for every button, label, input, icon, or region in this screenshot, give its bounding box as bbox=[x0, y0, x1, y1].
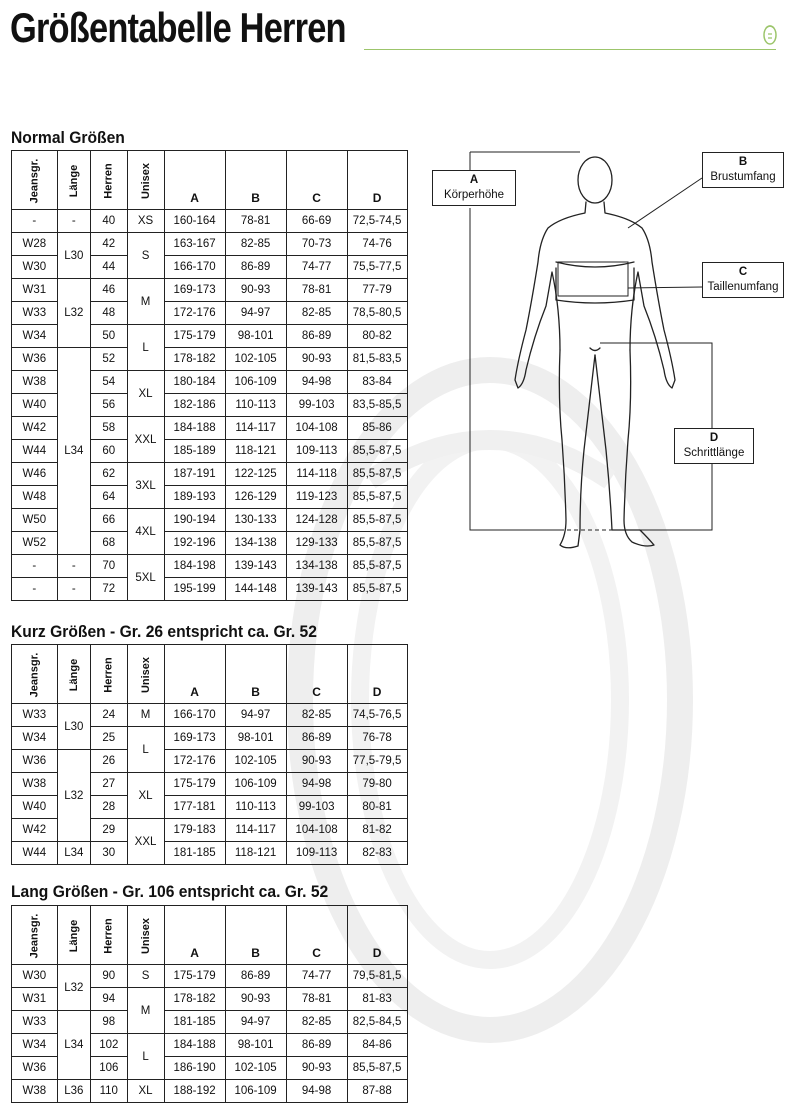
cell-laenge: - bbox=[57, 210, 90, 233]
cell-b: 98-101 bbox=[225, 727, 286, 750]
cell-jeans: W34 bbox=[12, 1034, 58, 1057]
cell-a: 172-176 bbox=[164, 302, 225, 325]
cell-a: 166-170 bbox=[164, 704, 225, 727]
cell-a: 169-173 bbox=[164, 279, 225, 302]
cell-herren: 42 bbox=[91, 233, 127, 256]
table-row bbox=[12, 1080, 408, 1103]
cell-a: 188-192 bbox=[164, 1080, 225, 1103]
cell-d: 83-84 bbox=[347, 371, 407, 394]
cell-herren: 58 bbox=[91, 417, 127, 440]
cell-c: 94-98 bbox=[286, 773, 347, 796]
cell-a: 184-198 bbox=[164, 555, 225, 578]
table-row bbox=[12, 348, 408, 371]
cell-b: 78-81 bbox=[225, 210, 286, 233]
cell-d: 80-82 bbox=[347, 325, 407, 348]
cell-a: 184-188 bbox=[164, 1034, 225, 1057]
cell-jeans: W34 bbox=[12, 325, 58, 348]
cell-c: 124-128 bbox=[286, 509, 347, 532]
cell-b: 94-97 bbox=[225, 704, 286, 727]
cell-herren: 30 bbox=[91, 842, 127, 865]
cell-b: 106-109 bbox=[225, 371, 286, 394]
table-row bbox=[12, 279, 408, 302]
cell-jeans: W33 bbox=[12, 704, 58, 727]
cell-b: 94-97 bbox=[225, 302, 286, 325]
cell-jeans: W28 bbox=[12, 233, 58, 256]
label-koerperhoehe: A Körperhöhe bbox=[432, 170, 516, 206]
cell-jeans: W36 bbox=[12, 348, 58, 371]
cell-herren: 26 bbox=[91, 750, 127, 773]
cell-a: 187-191 bbox=[164, 463, 225, 486]
cell-d: 80-81 bbox=[347, 796, 407, 819]
cell-unisex: 3XL bbox=[127, 463, 164, 509]
cell-d: 81-83 bbox=[347, 988, 407, 1011]
header-unisex: Unisex bbox=[127, 906, 164, 965]
header-c: C bbox=[286, 906, 347, 965]
header-c: C bbox=[286, 645, 347, 704]
cell-jeans: W33 bbox=[12, 302, 58, 325]
page-title: Größentabelle Herren bbox=[10, 4, 346, 51]
size-table-normal bbox=[11, 150, 408, 601]
cell-herren: 98 bbox=[91, 1011, 127, 1034]
cell-herren: 110 bbox=[91, 1080, 127, 1103]
cell-jeans: W42 bbox=[12, 417, 58, 440]
cell-c: 82-85 bbox=[286, 1011, 347, 1034]
header-laenge: Länge bbox=[57, 906, 90, 965]
cell-herren: 24 bbox=[91, 704, 127, 727]
cell-c: 119-123 bbox=[286, 486, 347, 509]
cell-d: 77-79 bbox=[347, 279, 407, 302]
cell-d: 82,5-84,5 bbox=[347, 1011, 407, 1034]
cell-c: 104-108 bbox=[286, 417, 347, 440]
cell-d: 78,5-80,5 bbox=[347, 302, 407, 325]
cell-unisex: M bbox=[127, 279, 164, 325]
cell-jeans: W38 bbox=[12, 773, 58, 796]
cell-b: 118-121 bbox=[225, 440, 286, 463]
table-row bbox=[12, 210, 408, 233]
cell-b: 118-121 bbox=[225, 842, 286, 865]
cell-unisex: XS bbox=[127, 210, 164, 233]
cell-herren: 46 bbox=[91, 279, 127, 302]
cell-herren: 70 bbox=[91, 555, 127, 578]
size-table-lang bbox=[11, 905, 408, 1103]
title-underline bbox=[364, 49, 776, 50]
header-d: D bbox=[347, 645, 407, 704]
cell-b: 102-105 bbox=[225, 348, 286, 371]
cell-b: 98-101 bbox=[225, 325, 286, 348]
cell-herren: 90 bbox=[91, 965, 127, 988]
label-schrittlaenge: D Schrittlänge bbox=[674, 428, 754, 464]
cell-c: 90-93 bbox=[286, 1057, 347, 1080]
cell-b: 82-85 bbox=[225, 233, 286, 256]
cell-d: 85,5-87,5 bbox=[347, 463, 407, 486]
cell-c: 99-103 bbox=[286, 796, 347, 819]
header-d: D bbox=[347, 151, 407, 210]
cell-c: 94-98 bbox=[286, 371, 347, 394]
header-herren: Herren bbox=[91, 151, 127, 210]
cell-c: 82-85 bbox=[286, 302, 347, 325]
cell-herren: 56 bbox=[91, 394, 127, 417]
cell-b: 114-117 bbox=[225, 819, 286, 842]
cell-c: 78-81 bbox=[286, 988, 347, 1011]
cell-c: 66-69 bbox=[286, 210, 347, 233]
cell-c: 129-133 bbox=[286, 532, 347, 555]
cell-b: 106-109 bbox=[225, 1080, 286, 1103]
header-a: A bbox=[164, 645, 225, 704]
table-row bbox=[12, 1011, 408, 1034]
cell-herren: 52 bbox=[91, 348, 127, 371]
cell-c: 109-113 bbox=[286, 440, 347, 463]
cell-unisex: L bbox=[127, 1034, 164, 1080]
cell-c: 78-81 bbox=[286, 279, 347, 302]
cell-b: 114-117 bbox=[225, 417, 286, 440]
cell-a: 178-182 bbox=[164, 988, 225, 1011]
cell-c: 90-93 bbox=[286, 750, 347, 773]
cell-unisex: XL bbox=[127, 371, 164, 417]
table-row bbox=[12, 233, 408, 256]
cell-jeans: - bbox=[12, 555, 58, 578]
cell-a: 185-189 bbox=[164, 440, 225, 463]
table-row bbox=[12, 842, 408, 865]
cell-c: 139-143 bbox=[286, 578, 347, 601]
cell-b: 122-125 bbox=[225, 463, 286, 486]
table-row bbox=[12, 578, 408, 601]
cell-d: 85,5-87,5 bbox=[347, 555, 407, 578]
cell-herren: 29 bbox=[91, 819, 127, 842]
header-herren: Herren bbox=[91, 645, 127, 704]
cell-jeans: W34 bbox=[12, 727, 58, 750]
header-unisex: Unisex bbox=[127, 151, 164, 210]
cell-unisex: L bbox=[127, 727, 164, 773]
body-measurement-diagram bbox=[420, 140, 790, 560]
section-title-normal: Normal Größen bbox=[11, 128, 125, 147]
cell-a: 181-185 bbox=[164, 1011, 225, 1034]
cell-c: 134-138 bbox=[286, 555, 347, 578]
cell-d: 85,5-87,5 bbox=[347, 440, 407, 463]
cell-jeans: W52 bbox=[12, 532, 58, 555]
cell-laenge: L34 bbox=[57, 1011, 90, 1080]
cell-c: 82-85 bbox=[286, 704, 347, 727]
cell-d: 85,5-87,5 bbox=[347, 532, 407, 555]
table-row bbox=[12, 965, 408, 988]
cell-d: 85,5-87,5 bbox=[347, 486, 407, 509]
header-jeansgr: Jeansgr. bbox=[12, 151, 58, 210]
cell-a: 169-173 bbox=[164, 727, 225, 750]
cell-a: 163-167 bbox=[164, 233, 225, 256]
cell-jeans: - bbox=[12, 210, 58, 233]
cell-b: 94-97 bbox=[225, 1011, 286, 1034]
cell-c: 104-108 bbox=[286, 819, 347, 842]
cell-jeans: W48 bbox=[12, 486, 58, 509]
cell-herren: 50 bbox=[91, 325, 127, 348]
cell-d: 84-86 bbox=[347, 1034, 407, 1057]
header-b: B bbox=[225, 645, 286, 704]
header-c: C bbox=[286, 151, 347, 210]
cell-d: 77,5-79,5 bbox=[347, 750, 407, 773]
cell-laenge: L30 bbox=[57, 233, 90, 279]
table-row bbox=[12, 555, 408, 578]
cell-c: 74-77 bbox=[286, 256, 347, 279]
cell-d: 74,5-76,5 bbox=[347, 704, 407, 727]
cell-jeans: W33 bbox=[12, 1011, 58, 1034]
header-laenge: Länge bbox=[57, 645, 90, 704]
cell-a: 195-199 bbox=[164, 578, 225, 601]
cell-unisex: XL bbox=[127, 773, 164, 819]
cell-d: 81-82 bbox=[347, 819, 407, 842]
label-brustumfang: B Brustumfang bbox=[702, 152, 784, 188]
table-row bbox=[12, 704, 408, 727]
cell-laenge: L32 bbox=[57, 965, 90, 1011]
cell-laenge: L32 bbox=[57, 750, 90, 842]
cell-herren: 94 bbox=[91, 988, 127, 1011]
cell-c: 99-103 bbox=[286, 394, 347, 417]
cell-jeans: W38 bbox=[12, 371, 58, 394]
cell-laenge: - bbox=[57, 578, 90, 601]
cell-b: 106-109 bbox=[225, 773, 286, 796]
cell-a: 175-179 bbox=[164, 965, 225, 988]
cell-herren: 68 bbox=[91, 532, 127, 555]
cell-herren: 102 bbox=[91, 1034, 127, 1057]
cell-unisex: L bbox=[127, 325, 164, 371]
header-unisex: Unisex bbox=[127, 645, 164, 704]
cell-b: 102-105 bbox=[225, 1057, 286, 1080]
header-b: B bbox=[225, 151, 286, 210]
brand-logo-icon bbox=[762, 22, 778, 46]
cell-d: 85,5-87,5 bbox=[347, 509, 407, 532]
cell-jeans: W42 bbox=[12, 819, 58, 842]
cell-unisex: 5XL bbox=[127, 555, 164, 601]
cell-herren: 54 bbox=[91, 371, 127, 394]
cell-a: 189-193 bbox=[164, 486, 225, 509]
cell-a: 175-179 bbox=[164, 773, 225, 796]
cell-c: 86-89 bbox=[286, 325, 347, 348]
cell-b: 98-101 bbox=[225, 1034, 286, 1057]
cell-jeans: W50 bbox=[12, 509, 58, 532]
cell-laenge: L34 bbox=[57, 842, 90, 865]
cell-laenge: L34 bbox=[57, 348, 90, 555]
cell-c: 86-89 bbox=[286, 727, 347, 750]
cell-c: 114-118 bbox=[286, 463, 347, 486]
cell-a: 182-186 bbox=[164, 394, 225, 417]
cell-jeans: W46 bbox=[12, 463, 58, 486]
cell-herren: 44 bbox=[91, 256, 127, 279]
cell-jeans: - bbox=[12, 578, 58, 601]
cell-b: 86-89 bbox=[225, 965, 286, 988]
cell-jeans: W30 bbox=[12, 256, 58, 279]
cell-b: 130-133 bbox=[225, 509, 286, 532]
cell-b: 102-105 bbox=[225, 750, 286, 773]
cell-b: 134-138 bbox=[225, 532, 286, 555]
cell-d: 79-80 bbox=[347, 773, 407, 796]
cell-jeans: W30 bbox=[12, 965, 58, 988]
cell-herren: 48 bbox=[91, 302, 127, 325]
cell-a: 179-183 bbox=[164, 819, 225, 842]
cell-jeans: W40 bbox=[12, 796, 58, 819]
header-jeansgr: Jeansgr. bbox=[12, 906, 58, 965]
cell-herren: 64 bbox=[91, 486, 127, 509]
cell-unisex: M bbox=[127, 704, 164, 727]
cell-d: 85,5-87,5 bbox=[347, 578, 407, 601]
cell-a: 175-179 bbox=[164, 325, 225, 348]
cell-b: 90-93 bbox=[225, 279, 286, 302]
section-title-lang: Lang Größen - Gr. 106 entspricht ca. Gr. 52 bbox=[11, 882, 329, 901]
cell-d: 76-78 bbox=[347, 727, 407, 750]
cell-laenge: - bbox=[57, 555, 90, 578]
cell-jeans: W36 bbox=[12, 1057, 58, 1080]
cell-unisex: M bbox=[127, 988, 164, 1034]
cell-b: 144-148 bbox=[225, 578, 286, 601]
header-a: A bbox=[164, 151, 225, 210]
cell-unisex: XL bbox=[127, 1080, 164, 1103]
cell-c: 86-89 bbox=[286, 1034, 347, 1057]
cell-b: 110-113 bbox=[225, 394, 286, 417]
header-d: D bbox=[347, 906, 407, 965]
cell-a: 166-170 bbox=[164, 256, 225, 279]
cell-d: 75,5-77,5 bbox=[347, 256, 407, 279]
cell-c: 70-73 bbox=[286, 233, 347, 256]
header-herren: Herren bbox=[91, 906, 127, 965]
cell-herren: 106 bbox=[91, 1057, 127, 1080]
cell-jeans: W40 bbox=[12, 394, 58, 417]
cell-a: 160-164 bbox=[164, 210, 225, 233]
cell-laenge: L30 bbox=[57, 704, 90, 750]
header-b: B bbox=[225, 906, 286, 965]
cell-d: 72,5-74,5 bbox=[347, 210, 407, 233]
cell-a: 181-185 bbox=[164, 842, 225, 865]
cell-unisex: S bbox=[127, 965, 164, 988]
cell-a: 186-190 bbox=[164, 1057, 225, 1080]
cell-herren: 60 bbox=[91, 440, 127, 463]
cell-a: 190-194 bbox=[164, 509, 225, 532]
cell-d: 74-76 bbox=[347, 233, 407, 256]
cell-herren: 62 bbox=[91, 463, 127, 486]
cell-a: 172-176 bbox=[164, 750, 225, 773]
cell-d: 79,5-81,5 bbox=[347, 965, 407, 988]
table-row bbox=[12, 750, 408, 773]
cell-jeans: W31 bbox=[12, 279, 58, 302]
cell-b: 86-89 bbox=[225, 256, 286, 279]
cell-b: 110-113 bbox=[225, 796, 286, 819]
cell-unisex: 4XL bbox=[127, 509, 164, 555]
cell-unisex: XXL bbox=[127, 819, 164, 865]
cell-herren: 28 bbox=[91, 796, 127, 819]
cell-herren: 27 bbox=[91, 773, 127, 796]
cell-d: 85,5-87,5 bbox=[347, 1057, 407, 1080]
cell-laenge: L32 bbox=[57, 279, 90, 348]
header-a: A bbox=[164, 906, 225, 965]
cell-jeans: W31 bbox=[12, 988, 58, 1011]
cell-b: 139-143 bbox=[225, 555, 286, 578]
cell-herren: 25 bbox=[91, 727, 127, 750]
cell-b: 126-129 bbox=[225, 486, 286, 509]
cell-a: 192-196 bbox=[164, 532, 225, 555]
cell-b: 90-93 bbox=[225, 988, 286, 1011]
cell-d: 81,5-83,5 bbox=[347, 348, 407, 371]
cell-c: 109-113 bbox=[286, 842, 347, 865]
cell-laenge: L36 bbox=[57, 1080, 90, 1103]
cell-a: 180-184 bbox=[164, 371, 225, 394]
section-title-kurz: Kurz Größen - Gr. 26 entspricht ca. Gr. 52 bbox=[11, 622, 317, 641]
cell-c: 90-93 bbox=[286, 348, 347, 371]
cell-d: 82-83 bbox=[347, 842, 407, 865]
cell-jeans: W38 bbox=[12, 1080, 58, 1103]
cell-jeans: W44 bbox=[12, 842, 58, 865]
cell-unisex: XXL bbox=[127, 417, 164, 463]
cell-c: 94-98 bbox=[286, 1080, 347, 1103]
cell-d: 85-86 bbox=[347, 417, 407, 440]
cell-a: 178-182 bbox=[164, 348, 225, 371]
cell-jeans: W44 bbox=[12, 440, 58, 463]
size-table-kurz bbox=[11, 644, 408, 865]
label-taillenumfang: C Taillenumfang bbox=[702, 262, 784, 298]
cell-a: 177-181 bbox=[164, 796, 225, 819]
cell-herren: 72 bbox=[91, 578, 127, 601]
cell-c: 74-77 bbox=[286, 965, 347, 988]
cell-herren: 66 bbox=[91, 509, 127, 532]
header-laenge: Länge bbox=[57, 151, 90, 210]
cell-d: 83,5-85,5 bbox=[347, 394, 407, 417]
header-jeansgr: Jeansgr. bbox=[12, 645, 58, 704]
cell-d: 87-88 bbox=[347, 1080, 407, 1103]
cell-a: 184-188 bbox=[164, 417, 225, 440]
cell-unisex: S bbox=[127, 233, 164, 279]
cell-jeans: W36 bbox=[12, 750, 58, 773]
cell-herren: 40 bbox=[91, 210, 127, 233]
